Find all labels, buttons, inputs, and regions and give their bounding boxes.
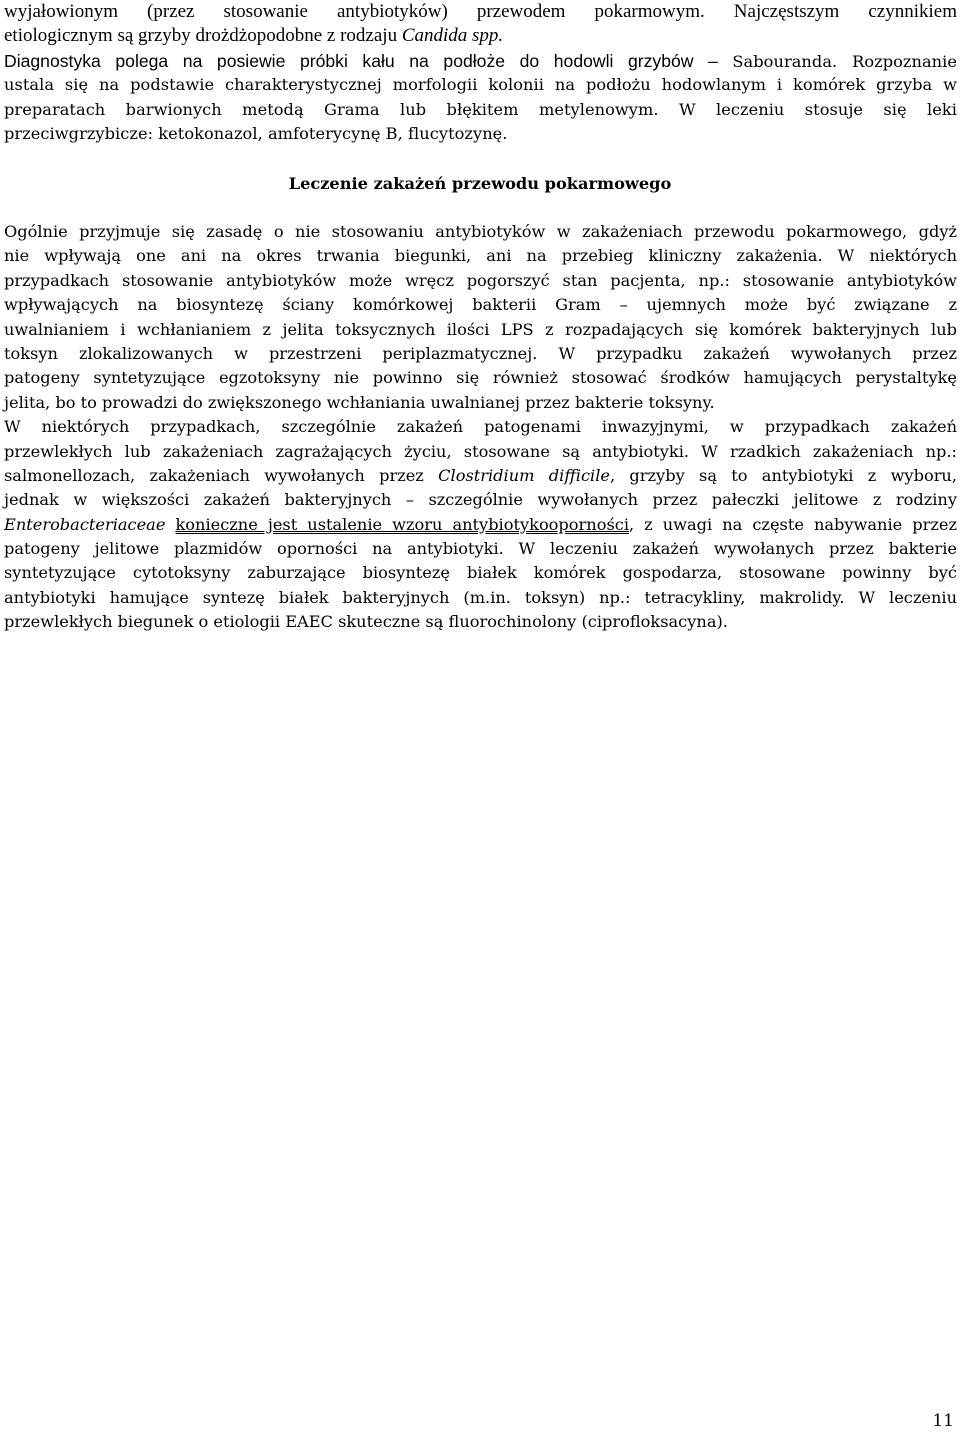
body-line-2: nie wpływają one ani na okres trwania biegunki, ani na przebieg kliniczny zakażenia. W niektórych (4, 246, 957, 266)
body-line-12: jednak w większości zakażeń bakteryjnych – szczególnie wywołanych przez pałeczki jelitowe z rodziny (4, 490, 957, 510)
intro-line-3 (4, 49, 957, 73)
body-line-3: przypadkach stosowanie antybiotyków może wręcz pogorszyć stan pacjenta, np.: stosowanie antybiotyków (4, 270, 957, 290)
body-line-6: toksyn zlokalizowanych w przestrzeni periplazmatycznej. W przypadku zakażeń wywołanych przez (4, 343, 957, 363)
body-line-13-d: , z uwagi na częste nabywanie przez (629, 514, 957, 534)
intro-line-5-text: preparatach barwionych metodą Grama lub błękitem metylenowym. W leczeniu stosuje się leki (4, 99, 957, 119)
body-line-1: Ogólnie przyjmuje się zasadę o nie stosowaniu antybiotyków w zakażeniach przewodu pokarmowego, gdyż (4, 222, 957, 241)
intro-paragraph (4, 0, 957, 146)
body-line-5: uwalnianiem i wchłanianiem z jelita toksycznych ilości LPS z rozpadających się komórek bakteryjnych lub (4, 319, 957, 339)
enterobacteriaceae-term: Enterobacteriaceae (4, 514, 166, 534)
intro-line-1-text: wyjałowionym (przez stosowanie antybiotyków) przewodem pokarmowym. Najczęstszym czynnikiem (4, 1, 957, 22)
body-line-4: wpływających na biosyntezę ściany komórkowej bakterii Gram – ujemnych może być związane z (4, 295, 957, 315)
body-line-11-c: , grzyby są to antybiotyki z wyboru, (609, 465, 957, 485)
body-line-17: przewlekłych biegunek o etiologii EAEC skuteczne są fluorochinolony (ciprofloksacyna). (4, 612, 728, 632)
intro-line-5 (4, 98, 957, 122)
intro-line-3-text-a: Diagnostyka polega na posiewie próbki kału na podłoże do hodowli grzybów – (4, 50, 733, 71)
body-line-11 (4, 464, 957, 488)
page-number: 11 (932, 1411, 954, 1431)
body-line-11-a: salmonellozach, zakażeniach wywołanych przez (4, 465, 439, 485)
intro-line-3-text-b: Sabouranda. Rozpoznanie (732, 51, 958, 71)
intro-line-6-text: przeciwgrzybicze: ketokonazol, amfoterycynę B, flucytozynę. (4, 123, 508, 143)
intro-line-4 (4, 73, 957, 97)
body-paragraph (4, 220, 957, 635)
intro-line-6 (4, 122, 957, 146)
body-line-8: jelita, bo to prowadzi do zwiększonego wchłaniania uwalnianej przez bakterie toksyny. (4, 392, 715, 412)
section-heading: Leczenie zakażeń przewodu pokarmowego (288, 174, 672, 193)
body-line-10: przewlekłych lub zakażeniach zagrażających życiu, stosowane są antybiotyki. W rzadkich zakażeniach np.: (4, 441, 957, 461)
intro-line-1 (4, 0, 957, 24)
intro-line-4-text: ustala się na podstawie charakterystycznej morfologii kolonii na podłożu hodowlanym i komórek grzyba w (4, 75, 957, 95)
body-line-13-space (165, 515, 175, 534)
intro-line-2-text: etiologicznym są grzyby drożdżopodobne z rodzaju (4, 25, 402, 47)
body-line-7: patogeny syntetyzujące egzotoksyny nie powinno się również stosować środków hamujących perystaltykę (4, 368, 957, 388)
body-line-14: patogeny jelitowe plazmidów oporności na antybiotyki. W leczeniu zakażeń wywołanych przez bakterie (4, 539, 957, 559)
intro-line-2 (4, 24, 957, 48)
body-line-13 (4, 513, 957, 537)
body-line-9: W niektórych przypadkach, szczególnie zakażeń patogenami inwazyjnymi, w przypadkach zakażeń (4, 417, 957, 437)
antibiogram-emphasis: konieczne jest ustalenie wzoru antybiotykooporności (175, 514, 629, 534)
candida-term: Candida spp. (401, 25, 504, 47)
clostridium-term: Clostridium difficile (438, 465, 610, 485)
body-line-15: syntetyzujące cytotoksyny zaburzające biosyntezę białek komórek gospodarza, stosowane powinny być (4, 563, 957, 583)
body-line-16: antybiotyki hamujące syntezę białek bakteryjnych (m.in. toksyn) np.: tetracykliny, makrolidy. W leczeniu (4, 587, 957, 607)
